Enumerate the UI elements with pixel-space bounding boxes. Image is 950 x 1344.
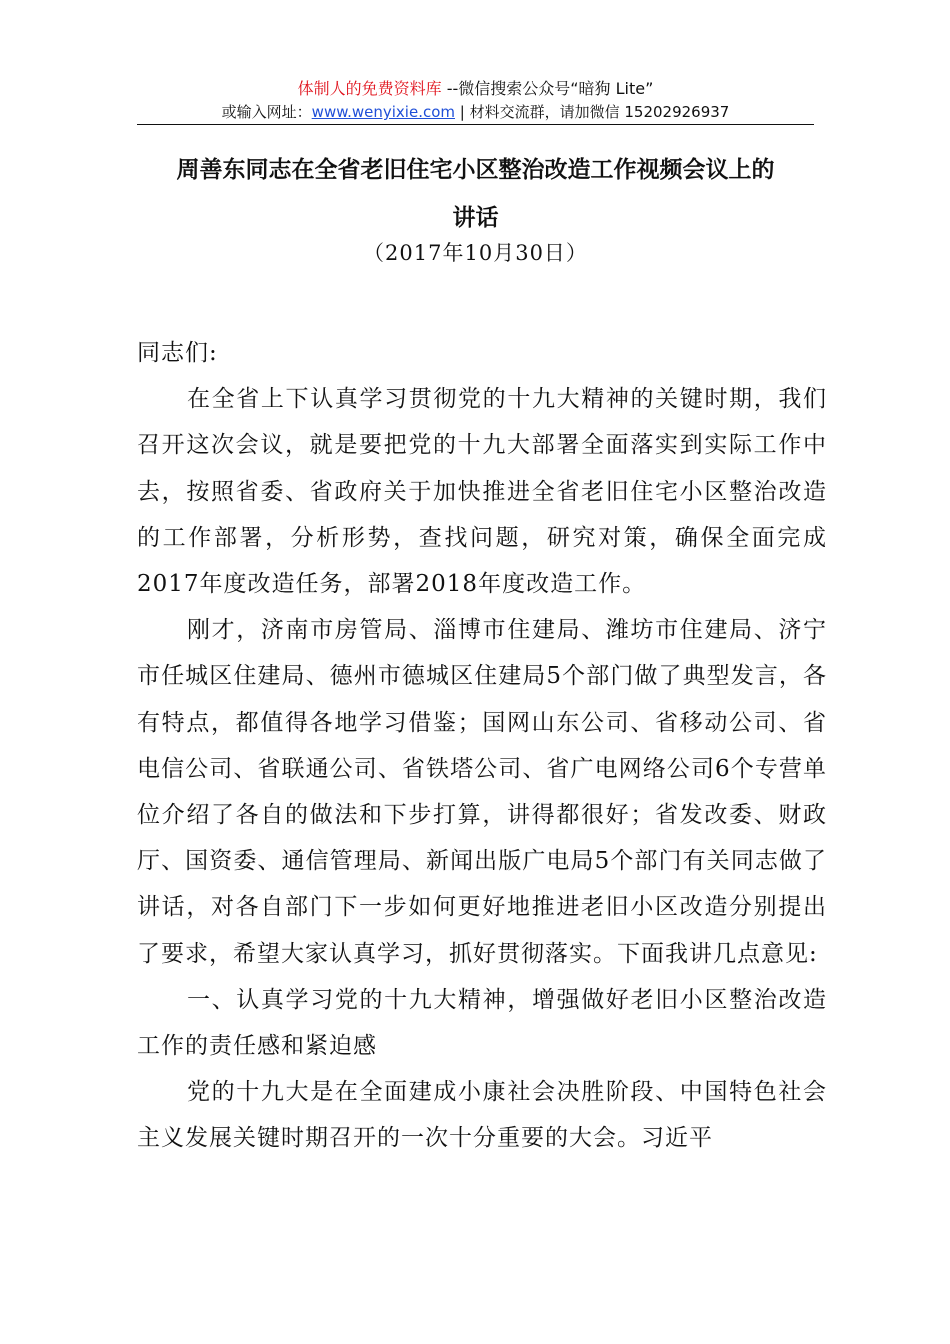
document-date: （2017年10月30日） bbox=[363, 241, 588, 265]
header-divider bbox=[137, 124, 814, 125]
header-url-label: 或输入网址： bbox=[221, 103, 312, 121]
document-title bbox=[137, 146, 814, 242]
header-line-promo bbox=[137, 78, 814, 100]
title-line-2: 讲话 bbox=[452, 205, 499, 231]
header-url-link[interactable]: www.wenyixie.com bbox=[311, 103, 455, 121]
paragraph: 在全省上下认真学习贯彻党的十九大精神的关键时期，我们召开这次会议，就是要把党的十九大部署全面落实到实际工作中去，按照省委、省政府关于加快推进全省老旧住宅小区整治改造的工作部署，分析形势，查找问题，研究对策，确保全面完成2017年度改造任务，部署2018年度改造工作。 bbox=[137, 386, 827, 598]
header-tagline: --微信搜索公众号“暗狗 Lite” bbox=[441, 79, 654, 98]
header-line-contact bbox=[137, 102, 814, 123]
title-line-1: 周善东同志在全省老旧住宅小区整治改造工作视频会议上的 bbox=[176, 157, 775, 183]
paragraph: 刚才，济南市房管局、淄博市住建局、潍坊市住建局、济宁市任城区住建局、德州市德城区住建局5个部门做了典型发言，各有特点，都值得各地学习借鉴；国网山东公司、省移动公司、省电信公司、省联通公司、省铁塔公司、省广电网络公司6个专营单位介绍了各自的做法和下步打算，讲得都很好；省发改委、财政厅、国资委、通信管理局、新闻出版广电局5个部门有关同志做了讲话，对各自部门下一步如何更好地推进老旧小区改造分别提出了要求，希望大家认真学习，抓好贯彻落实。下面我讲几点意见: bbox=[137, 617, 827, 967]
paragraph: 党的十九大是在全面建成小康社会决胜阶段、中国特色社会主义发展关键时期召开的一次十分重要的大会。习近平 bbox=[137, 1079, 827, 1152]
page-header bbox=[137, 78, 814, 123]
header-contact: | 材料交流群，请加微信 15202926937 bbox=[455, 103, 730, 121]
salutation: 同志们: bbox=[137, 340, 218, 366]
section-heading: 一、认真学习党的十九大精神，增强做好老旧小区整治改造工作的责任感和紧迫感 bbox=[137, 986, 827, 1060]
document-body bbox=[137, 330, 827, 1162]
header-brand: 体制人的免费资料库 bbox=[297, 79, 442, 98]
